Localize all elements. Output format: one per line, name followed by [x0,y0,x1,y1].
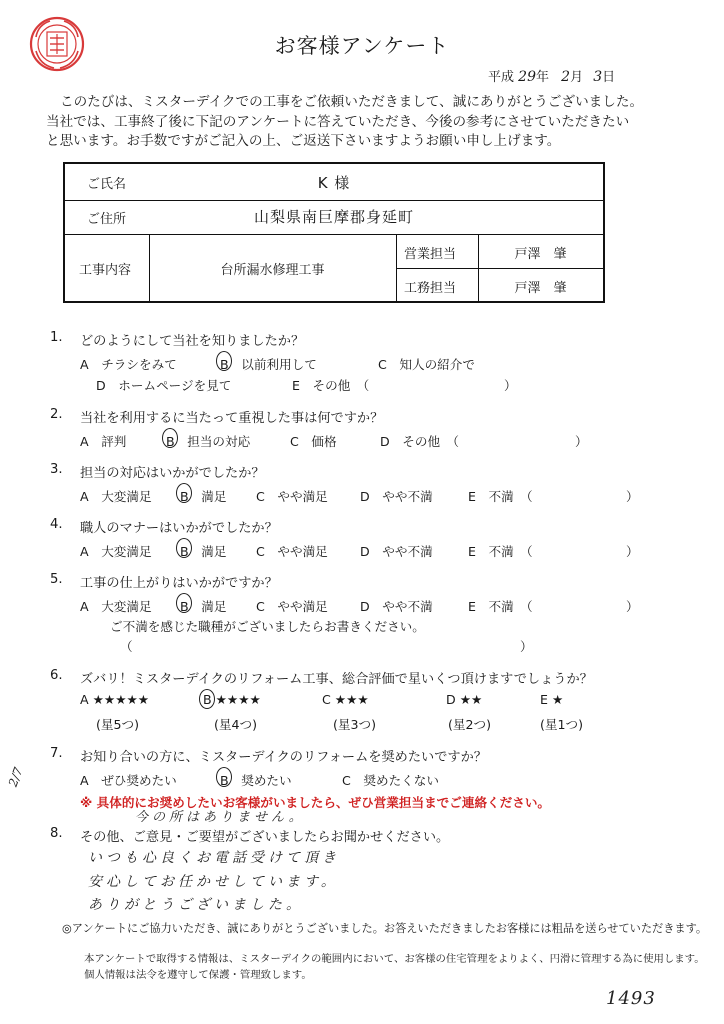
intro-paragraph [46,93,696,152]
q2-option-a: A 評判 [80,434,127,449]
q2-option-b: B 担当の対応 [166,434,251,449]
q3-option-b: B 満足 [180,489,227,504]
q3-option-d: D やや不満 [360,489,433,504]
q6-option-d: D ★★ [446,692,483,707]
q8-handwritten-line: ありがとうございました。 [88,897,304,913]
q6-option-c: C ★★★ [322,692,369,707]
q3-option-c: C やや満足 [256,489,328,504]
date-year: 29 [518,69,536,85]
survey-date [488,66,615,85]
q8-text: その他、ご意見・ご要望がございましたらお聞かせください。 [80,830,450,845]
sales-value: 戸澤 肇 [514,247,567,262]
q3-close-paren: ） [626,489,639,504]
q6-option-c-sub: (星3つ) [333,717,377,732]
name-value: K 様 [317,174,351,192]
q4-option-a: A 大変満足 [80,544,152,559]
q4-number: 4. [50,517,63,532]
selected-circle [162,428,178,448]
selected-circle [176,593,192,613]
q4-option-c: C やや満足 [256,544,328,559]
q4-option-d: D やや不満 [360,544,433,559]
q5-option-b: B 満足 [180,599,227,614]
table-divider [396,234,397,301]
q6-option-e-sub: (星1つ) [540,717,584,732]
q2-close-paren: ） [575,434,588,449]
q3-option-a: A 大変満足 [80,489,152,504]
q2-number: 2. [50,407,63,422]
date-day: 3 [593,69,603,85]
q2-option-c: C 価格 [290,434,337,449]
q1-option-b: B 以前利用して [220,357,317,372]
intro-line: 当社では、工事終了後に下記のアンケートに答えていただき、今後の参考にさせていただきたい [46,113,630,130]
q6-option-a: A ★★★★★ [80,692,150,707]
selected-circle [199,689,215,709]
q5-sub-text: ご不満を感じた職種がございましたらお書きください。 [110,619,425,634]
privacy-footer-line: 本アンケートで取得する情報は、ミスターデイクの範囲内において、お客様の住宅管理をよりよく、円滑に管理する為に使用します。 [84,953,705,965]
q8-handwritten-line: 安心してお任かせしています。 [88,874,339,890]
address-label: ご住所 [87,212,127,227]
q5-option-d: D やや不満 [360,599,433,614]
serial-number: 1493 [606,988,656,1009]
page-title: お客様アンケート [274,34,450,58]
q4-option-b: B 満足 [180,544,227,559]
date-year-suffix: 年 [535,70,549,85]
q6-option-b: B ★★★★ [203,692,261,707]
date-month-suffix: 月 [570,70,584,85]
q6-option-b-sub: (星4つ) [214,717,258,732]
q8-number: 8. [50,826,63,841]
thanks-note: ◎アンケートにご協力いただき、誠にありがとうございました。お答えいただきましたお客様には粗品を送らせていただきます。 [62,922,708,935]
q7-option-b: B 奨めたい [220,773,292,788]
selected-circle [216,351,232,371]
q4-text: 職人のマナーはいかがでしたか？ [80,521,278,536]
q1-option-a: A チラシをみて [80,357,177,372]
q2-option-d: D その他 （ [380,434,459,449]
margin-handwritten-note: 2/7 [5,765,26,789]
sales-label: 営業担当 [404,247,457,262]
q7-number: 7. [50,746,63,761]
q1-text: どのようにして当社を知りましたか？ [80,334,305,349]
q1-option-d: D ホームページを見て [96,378,232,393]
customer-info-table [63,162,605,303]
q7-option-a: A ぜひ奨めたい [80,773,177,788]
q2-text: 当社を利用するに当たって重視した事は何ですか？ [80,411,384,426]
work-value: 台所漏水修理工事 [220,263,325,278]
selected-circle [176,483,192,503]
date-era: 平成 [488,70,515,85]
q6-option-a-sub: (星5つ) [96,717,140,732]
q3-text: 担当の対応はいかがでしたか？ [80,466,265,481]
q1-close-paren: ） [504,378,517,393]
q7-referral-note: ※ 具体的にお奨めしたいお客様がいましたら、ぜひ営業担当までご連絡ください。 [80,795,551,810]
table-divider [396,268,603,269]
q7-handwritten-answer: 今の所はありません。 [135,810,306,825]
intro-line: と思います。お手数ですがご記入の上、ご返送下さいますようお願い申し上げます。 [46,133,561,149]
q7-option-c: C 奨めたくない [342,773,439,788]
q5-sub-open-paren: （ [120,639,133,654]
q5-text: 工事の仕上がりはいかがですか？ [80,576,278,591]
construction-label: 工務担当 [404,281,457,296]
work-label: 工事内容 [79,263,132,278]
q5-option-c: C やや満足 [256,599,328,614]
q6-text: ズバリ！ミスターデイクのリフォーム工事、総合評価で星いくつ頂けますでしょうか？ [80,672,593,687]
q6-option-d-sub: (星2つ) [448,717,492,732]
q5-close-paren: ） [626,599,639,614]
q5-sub-close-paren: ） [520,639,533,654]
q1-option-c: C 知人の紹介で [378,357,475,372]
q6-number: 6. [50,668,63,683]
selected-circle [176,538,192,558]
q4-option-e: E 不満 （ [468,544,533,559]
table-divider [65,200,603,201]
privacy-footer-line: 個人情報は法令を遵守して保護・管理致します。 [84,969,312,981]
q1-number: 1. [50,330,63,345]
q3-option-e: E 不満 （ [468,489,533,504]
date-day-suffix: 日 [602,70,616,85]
date-month: 2 [561,69,571,85]
q1-option-e: E その他 （ [292,378,370,393]
selected-circle [216,767,232,787]
table-divider [65,234,603,235]
q3-number: 3. [50,462,63,477]
name-label: ご氏名 [87,177,127,192]
q8-handwritten-line: いつも心良くお電話受けて頂き [88,850,340,866]
q6-option-e: E ★ [540,692,564,707]
q5-option-a: A 大変満足 [80,599,152,614]
address-value: 山梨県南巨摩郡身延町 [253,208,414,226]
q4-close-paren: ） [626,544,639,559]
construction-value: 戸澤 肇 [514,281,567,296]
intro-line: このたびは、ミスターデイクでの工事をご依頼いただきまして、誠にありがとうございました。 [60,94,644,110]
q5-number: 5. [50,572,63,587]
q7-text: お知り合いの方に、ミスターデイクのリフォームを奨めたいですか？ [80,750,487,765]
q5-option-e: E 不満 （ [468,599,533,614]
